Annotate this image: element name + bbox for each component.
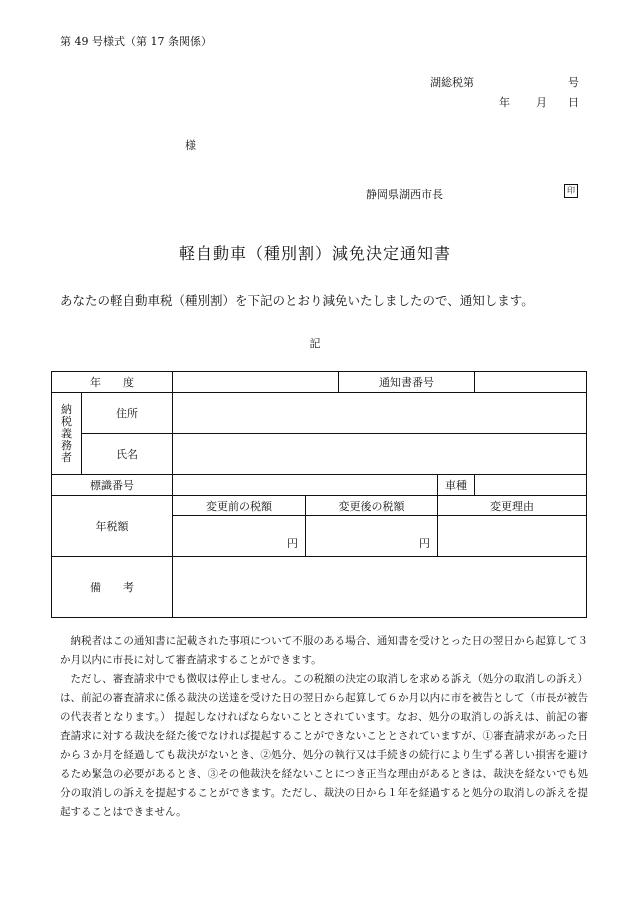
date-day-label: 日 xyxy=(568,96,579,109)
remarks-value xyxy=(173,557,587,618)
form-number: 第 49 号様式（第 17 条関係） xyxy=(60,35,212,48)
taxpayer-char: 義 xyxy=(61,426,72,440)
vehicle-type-label: 車種 xyxy=(438,475,475,496)
address-label: 住所 xyxy=(82,393,173,434)
remarks-label: 備 考 xyxy=(52,557,173,618)
taxpayer-char: 納 xyxy=(61,402,72,416)
name-label: 氏名 xyxy=(82,434,173,475)
after-tax-value xyxy=(306,516,438,557)
annual-tax-label: 年税額 xyxy=(52,496,173,557)
date-year-label: 年 xyxy=(499,96,510,109)
change-reason-label: 変更理由 xyxy=(438,496,587,516)
notice-number-label: 通知書番号 xyxy=(339,372,475,393)
reference-suffix: 号 xyxy=(568,76,579,89)
notes-section xyxy=(60,632,588,822)
note-paragraph: 納税者はこの通知書に記載された事項について不服のある場合、通知書を受けとった日の翌日から起算して３か月以内に市長に対して審査請求することができます。 xyxy=(60,635,588,666)
plate-number-value xyxy=(173,475,438,496)
taxpayer-char: 務 xyxy=(61,438,72,452)
after-tax-label: 変更後の税額 xyxy=(306,496,438,516)
reference-prefix: 湖総税第 xyxy=(430,76,474,89)
seal-icon: 印 xyxy=(564,184,578,198)
vehicle-type-value xyxy=(475,475,587,496)
document-title: 軽自動車（種別割）減免決定通知書 xyxy=(178,244,451,263)
plate-number-label: 標識番号 xyxy=(52,475,173,496)
year-value xyxy=(173,372,339,393)
notice-number-value xyxy=(475,372,587,393)
yen-unit: 円 xyxy=(419,537,430,550)
before-tax-label: 変更前の税額 xyxy=(173,496,306,516)
address-value xyxy=(173,393,587,434)
note-paragraph: ただし、審査請求中でも徴収は停止しません。この税額の決定の取消しを求める訴え（処分の取消しの訴え）は、前記の審査請求に係る裁決の送達を受けた日の翌日から起算して６か月以内に市を被告として（市長が被告の代表者となります。） 提起しなければならないこととされています。なお、処分の取消しの訴えは、前記の審査請求に対する裁決を経た後でなければ提起することができないこととされていますが、①審査請求があった日から３か月を経過しても裁決がないとき、②処分、処分の執行又は手続きの続行により生ずる著しい損害を避けるため緊急の必要があるとき、③その他裁決を経ないことにつき正当な理由があるときは、裁決を経ないでも処分の取消しの訴えを提起することができます。ただし、裁決の日から１年を経過すると処分の取消しの訴えを提起することはできません。 xyxy=(60,673,588,818)
addressee-suffix: 様 xyxy=(185,139,196,152)
year-label: 年 度 xyxy=(52,372,173,393)
notice-table xyxy=(51,371,587,618)
before-tax-value xyxy=(173,516,306,557)
issuer-name: 静岡県湖西市長 xyxy=(366,188,443,201)
change-reason-value xyxy=(438,516,587,557)
date-month-label: 月 xyxy=(536,96,547,109)
name-value xyxy=(173,434,587,475)
taxpayer-char: 税 xyxy=(61,414,72,428)
taxpayer-char: 者 xyxy=(61,450,72,464)
intro-text: あなたの軽自動車税（種別割）を下記のとおり減免いたしましたので、通知します。 xyxy=(60,293,534,308)
taxpayer-label xyxy=(52,393,82,475)
yen-unit: 円 xyxy=(287,537,298,550)
ki-label: 記 xyxy=(309,337,321,350)
